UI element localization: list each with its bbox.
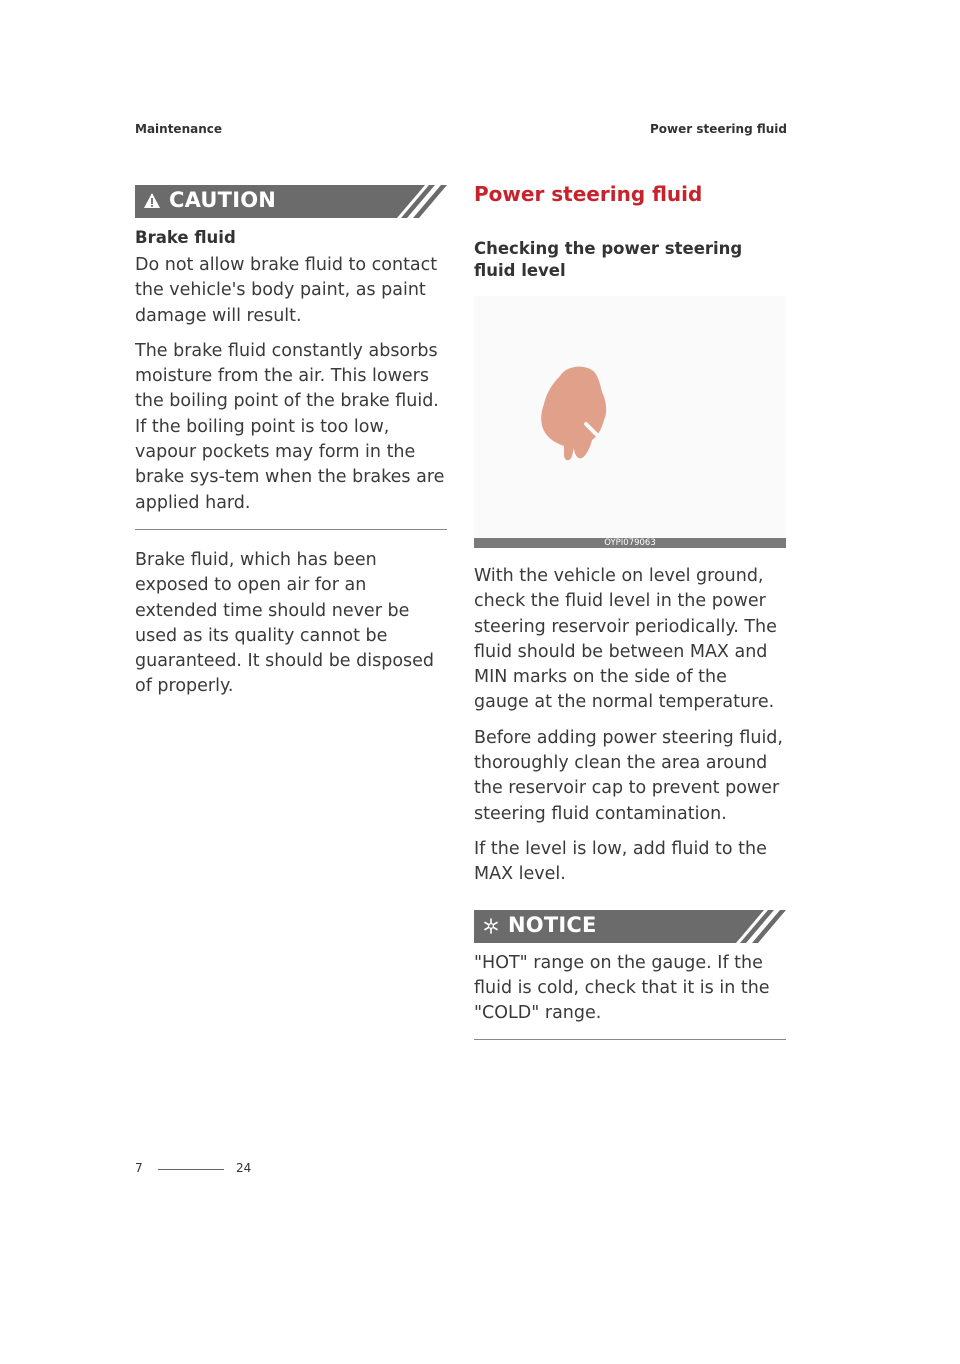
body-paragraph: With the vehicle on level ground, check the fluid level in the power steering reservoir periodically. The fluid should be between MAX and MIN marks on the side of the gauge at the normal temperature. <box>474 566 777 713</box>
caution-paragraph: Do not allow brake fluid to contact the vehicle's body paint, as paint damage will result. <box>135 255 438 326</box>
left-column <box>135 185 447 700</box>
header-section-label: Maintenance <box>135 122 223 136</box>
section-subtitle: Checking the power steering fluid level <box>474 239 743 280</box>
divider <box>474 1039 786 1040</box>
caution-title: Brake fluid <box>135 228 236 247</box>
notice-text: "HOT" range on the gauge. If the fluid is cold, check that it is in the "COLD" range. <box>474 952 770 1024</box>
caution-paragraph: The brake fluid constantly absorbs moisture from the air. This lowers the boiling point of the brake fluid. If the boiling point is too low, vapour pockets may form in the brake sys-tem when the brakes are applied hard. <box>135 340 445 513</box>
header-topic-label: Power steering fluid <box>650 122 787 136</box>
body-paragraph: Before adding power steering fluid, thoroughly clean the area around the reservoir cap to prevent power steering fluid contamination. <box>474 727 783 824</box>
warning-triangle-icon <box>143 192 161 210</box>
caution-label: CAUTION <box>169 188 277 212</box>
banner-slash-decoration <box>736 910 786 943</box>
right-column <box>474 180 786 1040</box>
reservoir-figure <box>474 296 786 548</box>
chapter-number: 7 <box>135 1161 143 1175</box>
hand-illustration <box>474 296 786 548</box>
notice-label: NOTICE <box>508 912 597 937</box>
divider <box>135 529 447 530</box>
section-title: Power steering fluid <box>474 182 703 206</box>
page-number: 24 <box>236 1161 252 1175</box>
body-paragraph: If the level is low, add fluid to the MAX level. <box>474 838 767 885</box>
figure-code: OYPI079063 <box>474 538 786 548</box>
banner-slash-decoration <box>397 185 447 218</box>
footer-line <box>158 1169 224 1170</box>
caution-banner <box>135 185 447 218</box>
notice-banner <box>474 910 786 943</box>
body-paragraph: Brake fluid, which has been exposed to open air for an extended time should never be used as its quality cannot be guaranteed. It should be disposed of properly. <box>135 549 435 697</box>
asterisk-icon <box>482 917 500 935</box>
